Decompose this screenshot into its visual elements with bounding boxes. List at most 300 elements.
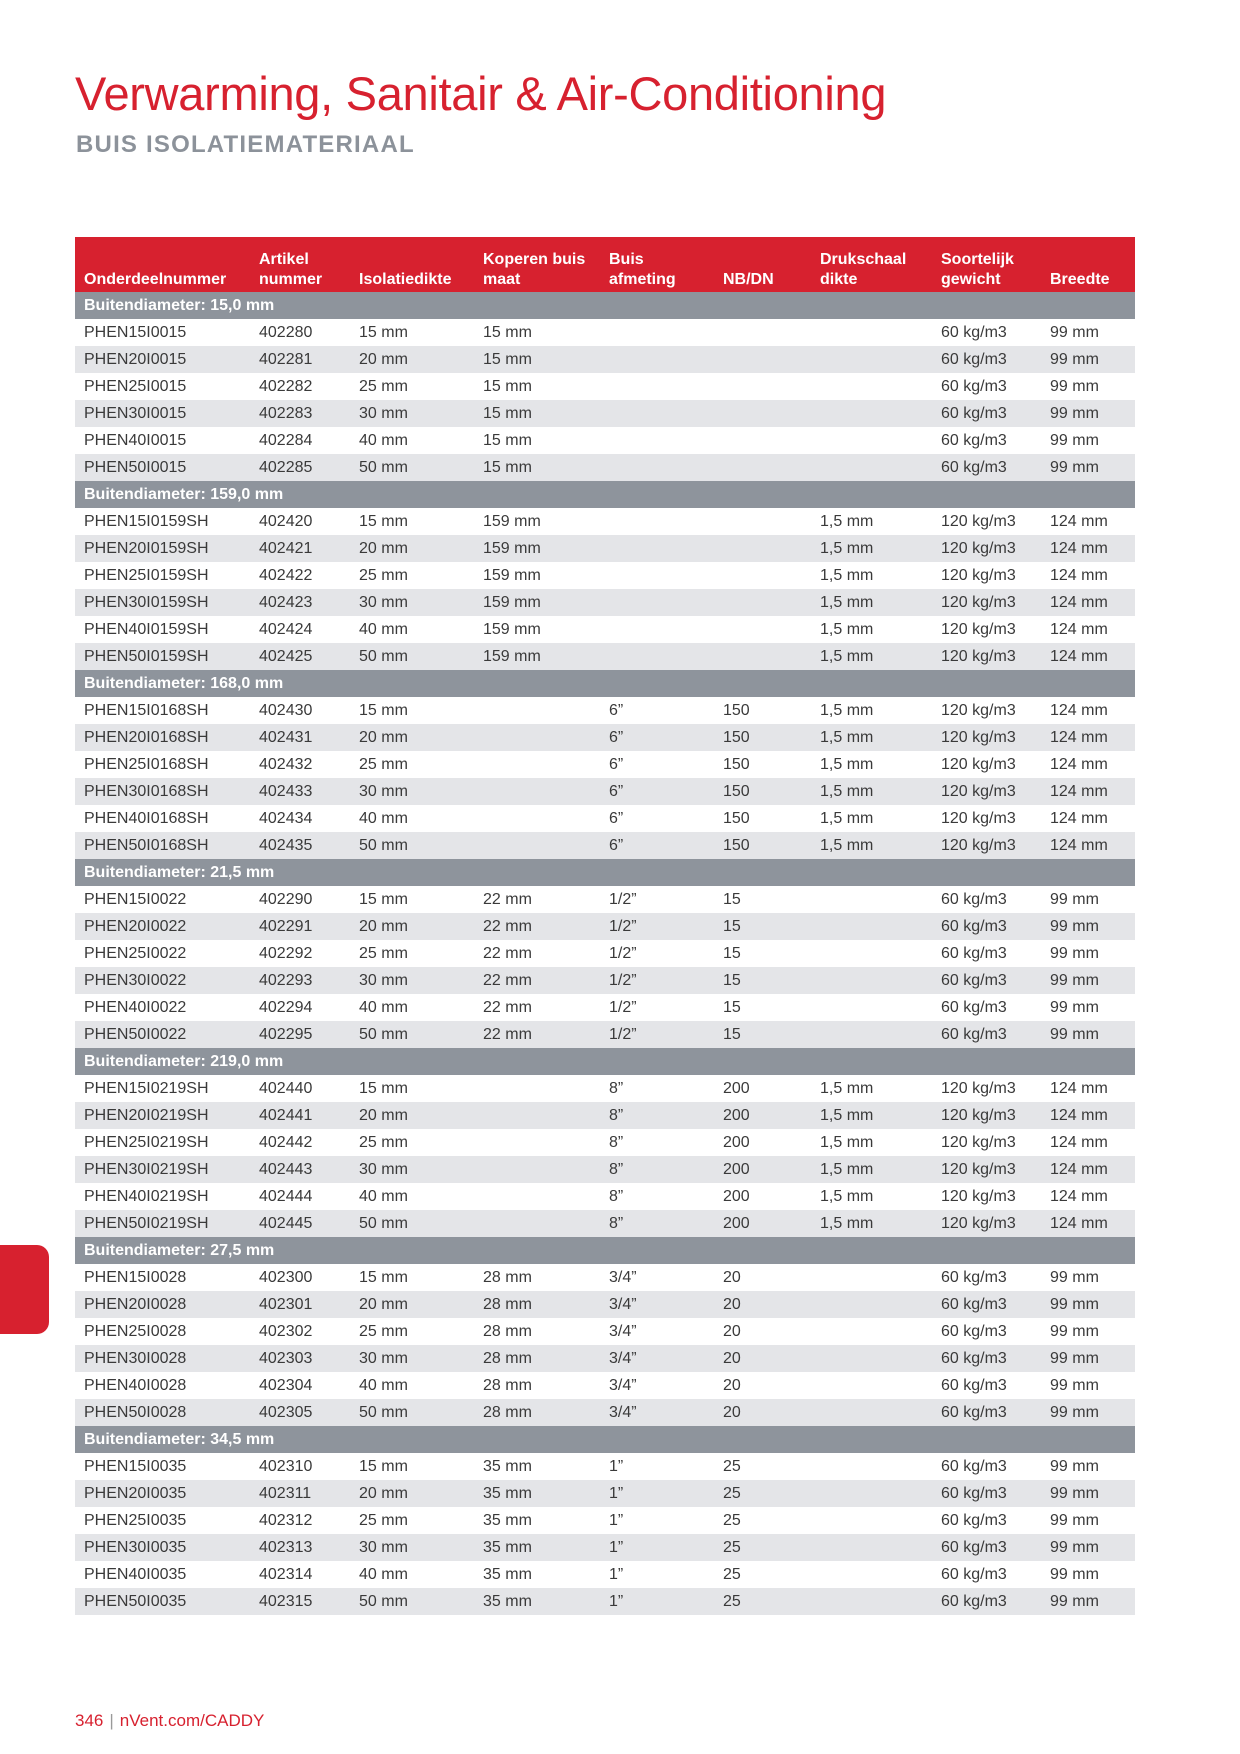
table-cell: 8” (600, 1210, 714, 1237)
table-cell (474, 697, 600, 724)
table-cell: PHEN50I0168SH (75, 832, 250, 859)
table-cell (600, 562, 714, 589)
table-cell: 120 kg/m3 (941, 702, 1016, 719)
table-cell: 22 mm (474, 967, 600, 994)
table-cell (811, 1021, 932, 1048)
table-cell (714, 508, 811, 535)
table-cell: 15 mm (359, 1080, 408, 1097)
table-cell: 402301 (250, 1291, 350, 1318)
table-cell: 124 mm (1050, 513, 1108, 530)
table-cell: 124 mm (1050, 756, 1108, 773)
table-cell: PHEN50I0219SH (75, 1210, 250, 1237)
table-cell (811, 940, 932, 967)
table-cell: 120 kg/m3 (941, 513, 1016, 530)
table-cell: 15 (714, 967, 811, 994)
column-header-line1: Soortelijk (941, 251, 1014, 268)
table-cell: 50 mm (350, 832, 474, 859)
table-cell: 99 mm (1041, 400, 1135, 427)
table-cell: 50 mm (350, 1588, 474, 1615)
table-cell: 120 kg/m3 (932, 1156, 1041, 1183)
table-cell: 1,5 mm (820, 1134, 874, 1151)
table-row (75, 1345, 1135, 1372)
table-cell: 124 mm (1041, 643, 1135, 670)
table-row (75, 1210, 1135, 1237)
table-cell: 120 kg/m3 (932, 535, 1041, 562)
table-cell (811, 427, 932, 454)
table-cell: 99 mm (1050, 1458, 1099, 1475)
table-cell (474, 1075, 600, 1102)
table-cell: 150 (714, 832, 811, 859)
table-cell: PHEN15I0015 (84, 324, 187, 341)
column-header (811, 237, 932, 292)
table-cell: 25 (714, 1588, 811, 1615)
group-header-row (75, 670, 1135, 697)
table-cell: 20 mm (350, 913, 474, 940)
table-cell: PHEN30I0015 (75, 400, 250, 427)
column-header (350, 237, 474, 292)
table-cell: PHEN50I0015 (75, 454, 250, 481)
table-body (75, 292, 1135, 1615)
table-cell: 35 mm (474, 1534, 600, 1561)
table-cell: 402434 (259, 810, 313, 827)
table-cell: 159 mm (474, 589, 600, 616)
table-cell: 15 mm (359, 891, 408, 908)
table-cell: 20 mm (350, 535, 474, 562)
table-cell: 25 mm (359, 1512, 408, 1529)
table-cell: 99 mm (1050, 1566, 1099, 1583)
table-cell: 60 kg/m3 (932, 346, 1041, 373)
table-cell: 402431 (250, 724, 350, 751)
table-cell (811, 1588, 932, 1615)
table-cell: 25 mm (359, 1323, 408, 1340)
table-row (75, 373, 1135, 400)
table-row (75, 1561, 1135, 1588)
table-cell: 200 (723, 1134, 750, 1151)
table-cell: 402422 (259, 567, 313, 584)
table-cell: 402303 (250, 1345, 350, 1372)
table-cell: 1” (600, 1534, 714, 1561)
table-cell: 1/2” (600, 967, 714, 994)
column-header (474, 237, 600, 292)
table-row (75, 751, 1135, 778)
table-cell: 30 mm (350, 589, 474, 616)
table-cell: 25 mm (359, 945, 408, 962)
table-cell: PHEN20I0022 (75, 913, 250, 940)
table-cell: 35 mm (474, 1588, 600, 1615)
table-cell: 20 (723, 1377, 741, 1394)
table-cell: PHEN25I0028 (84, 1323, 187, 1340)
column-header-line1: Drukschaal (820, 251, 907, 268)
table-cell: 15 mm (359, 1269, 408, 1286)
table-cell (600, 427, 714, 454)
table-cell: 30 mm (350, 1345, 474, 1372)
table-cell: PHEN40I0015 (84, 432, 187, 449)
table-cell: 402421 (250, 535, 350, 562)
table-cell: 1,5 mm (820, 513, 874, 530)
table-cell (714, 562, 811, 589)
table-row (75, 1399, 1135, 1426)
table-cell: 402425 (250, 643, 350, 670)
table-cell: 3/4” (609, 1377, 637, 1394)
table-cell: 124 mm (1041, 1156, 1135, 1183)
table-cell (714, 454, 811, 481)
table-cell: 15 mm (483, 378, 532, 395)
table-cell: 3/4” (609, 1269, 637, 1286)
table-cell: 60 kg/m3 (941, 891, 1007, 908)
table-cell: PHEN40I0035 (84, 1566, 187, 1583)
table-cell: 8” (609, 1080, 624, 1097)
table-cell: 99 mm (1050, 1269, 1099, 1286)
page-number: 346 (75, 1711, 104, 1730)
table-cell: 402440 (259, 1080, 313, 1097)
table-row (75, 1291, 1135, 1318)
table-cell: 60 kg/m3 (941, 1566, 1007, 1583)
table-cell: 22 mm (483, 999, 532, 1016)
table-cell: 28 mm (474, 1399, 600, 1426)
table-cell: 120 kg/m3 (941, 621, 1016, 638)
table-cell: 22 mm (474, 1021, 600, 1048)
table-cell: PHEN15I0022 (84, 891, 187, 908)
table-cell: 99 mm (1041, 1480, 1135, 1507)
table-cell (600, 400, 714, 427)
table-cell (714, 373, 811, 400)
table-cell: 159 mm (474, 643, 600, 670)
table-cell: 1,5 mm (811, 778, 932, 805)
table-row (75, 886, 1135, 913)
table-cell: 40 mm (359, 621, 408, 638)
table-cell (474, 832, 600, 859)
table-cell (811, 913, 932, 940)
table-cell: 20 (714, 1291, 811, 1318)
table-cell: 6” (609, 702, 624, 719)
table-cell: PHEN20I0219SH (75, 1102, 250, 1129)
table-cell: 200 (723, 1080, 750, 1097)
page-title: Verwarming, Sanitair & Air-Conditioning (75, 67, 887, 120)
table-cell: 40 mm (359, 1566, 408, 1583)
table-cell (811, 1507, 932, 1534)
table-cell: 22 mm (474, 913, 600, 940)
column-header-line2: Isolatiedikte (359, 271, 452, 288)
table-cell: 402311 (250, 1480, 350, 1507)
table-cell (811, 1453, 932, 1480)
table-cell (714, 427, 811, 454)
table-cell: PHEN30I0159SH (75, 589, 250, 616)
column-header-line2: maat (483, 271, 521, 288)
table-cell: 3/4” (609, 1323, 637, 1340)
table-row (75, 535, 1135, 562)
table-cell: 1” (609, 1512, 624, 1529)
table-cell: 40 mm (359, 432, 408, 449)
column-header-line2: gewicht (941, 271, 1001, 288)
table-cell: 60 kg/m3 (941, 324, 1007, 341)
table-cell: 99 mm (1041, 1534, 1135, 1561)
table-cell: 402300 (259, 1269, 313, 1286)
table-cell: 1” (600, 1480, 714, 1507)
column-header-line1: Buis (609, 251, 644, 268)
table-cell: 402435 (250, 832, 350, 859)
table-cell: 6” (609, 810, 624, 827)
table-cell (474, 778, 600, 805)
table-cell: 1,5 mm (820, 810, 874, 827)
table-cell: 60 kg/m3 (941, 1512, 1007, 1529)
table-cell (474, 724, 600, 751)
table-cell: 1” (609, 1458, 624, 1475)
table-cell: PHEN20I0159SH (75, 535, 250, 562)
table-row (75, 805, 1135, 832)
table-cell: 402293 (250, 967, 350, 994)
table-row (75, 1129, 1135, 1156)
table-row (75, 1480, 1135, 1507)
table-row (75, 913, 1135, 940)
table-cell: 150 (723, 702, 750, 719)
table-cell: 124 mm (1050, 1188, 1108, 1205)
table-cell: 124 mm (1041, 1210, 1135, 1237)
table-cell (600, 616, 714, 643)
table-header-row (75, 237, 1135, 292)
table-cell: 1,5 mm (811, 1210, 932, 1237)
table-cell: 402313 (250, 1534, 350, 1561)
table-cell: 1,5 mm (811, 832, 932, 859)
table-cell: 124 mm (1050, 621, 1108, 638)
table-cell (474, 805, 600, 832)
table-cell: 8” (609, 1188, 624, 1205)
table-cell: 99 mm (1050, 378, 1099, 395)
table-cell: 35 mm (483, 1512, 532, 1529)
table-cell: 3/4” (600, 1345, 714, 1372)
table-row (75, 832, 1135, 859)
table-cell (600, 346, 714, 373)
table-cell: PHEN20I0035 (75, 1480, 250, 1507)
table-row (75, 1507, 1135, 1534)
table-cell: 20 (714, 1345, 811, 1372)
column-header-line2: nummer (259, 271, 323, 288)
table-cell (474, 1183, 600, 1210)
table-cell: PHEN40I0022 (84, 999, 187, 1016)
table-cell: 20 (723, 1269, 741, 1286)
table-cell: PHEN20I0028 (75, 1291, 250, 1318)
table-cell: 120 kg/m3 (932, 832, 1041, 859)
table-cell: PHEN25I0159SH (84, 567, 209, 584)
table-cell: 124 mm (1041, 1102, 1135, 1129)
table-cell (714, 319, 811, 346)
table-cell: 402291 (250, 913, 350, 940)
table-cell: 25 mm (359, 378, 408, 395)
table-cell: 124 mm (1050, 567, 1108, 584)
table-cell: 1,5 mm (820, 1080, 874, 1097)
table-cell (811, 1372, 932, 1399)
table-cell (714, 346, 811, 373)
table-cell: 99 mm (1041, 454, 1135, 481)
table-cell (600, 508, 714, 535)
table-cell: 15 mm (359, 702, 408, 719)
table-cell: PHEN15I0035 (84, 1458, 187, 1475)
table-cell: 40 mm (359, 1188, 408, 1205)
table-cell: 1,5 mm (811, 724, 932, 751)
table-cell: 6” (600, 778, 714, 805)
table-cell: 60 kg/m3 (932, 913, 1041, 940)
table-row (75, 1264, 1135, 1291)
table-cell: 99 mm (1041, 1021, 1135, 1048)
table-row (75, 697, 1135, 724)
table-cell (811, 967, 932, 994)
table-cell: 20 mm (350, 1102, 474, 1129)
table-row (75, 1156, 1135, 1183)
table-cell: 60 kg/m3 (932, 400, 1041, 427)
table-cell: 124 mm (1050, 702, 1108, 719)
column-header-line2: dikte (820, 271, 858, 288)
table-cell: 402423 (250, 589, 350, 616)
table-cell: 1,5 mm (811, 535, 932, 562)
table-cell: 402433 (250, 778, 350, 805)
table-cell: 99 mm (1041, 1291, 1135, 1318)
table-cell: 15 mm (474, 400, 600, 427)
table-cell: 25 mm (359, 567, 408, 584)
page-subtitle: BUIS ISOLATIEMATERIAAL (76, 131, 415, 158)
table-row (75, 319, 1135, 346)
table-cell (600, 643, 714, 670)
column-header (1041, 237, 1135, 292)
table-cell: 124 mm (1041, 778, 1135, 805)
table-cell: PHEN50I0035 (75, 1588, 250, 1615)
table-cell (811, 994, 932, 1021)
table-cell: PHEN30I0168SH (75, 778, 250, 805)
table-row (75, 1021, 1135, 1048)
table-cell (811, 1480, 932, 1507)
table-cell (811, 1534, 932, 1561)
table-cell: 402285 (250, 454, 350, 481)
table-cell: 402304 (259, 1377, 313, 1394)
table-cell: PHEN15I0159SH (84, 513, 209, 530)
table-cell (474, 1156, 600, 1183)
table-cell: 1,5 mm (820, 756, 874, 773)
table-cell: 60 kg/m3 (932, 1345, 1041, 1372)
table-cell: 159 mm (483, 621, 541, 638)
table-cell: 150 (714, 724, 811, 751)
table-cell (714, 616, 811, 643)
table-cell: 8” (609, 1134, 624, 1151)
table-cell: 124 mm (1050, 1134, 1108, 1151)
column-header-line2: Onderdeelnummer (84, 271, 227, 288)
table-cell: 120 kg/m3 (932, 589, 1041, 616)
table-row (75, 1453, 1135, 1480)
group-title: Buitendiameter: 168,0 mm (75, 670, 1135, 697)
table-cell: 120 kg/m3 (941, 810, 1016, 827)
table-cell: PHEN25I0168SH (84, 756, 209, 773)
table-cell: 402294 (259, 999, 313, 1016)
table-row (75, 643, 1135, 670)
table-cell: 1,5 mm (811, 1156, 932, 1183)
table-row (75, 400, 1135, 427)
table-cell: 120 kg/m3 (941, 567, 1016, 584)
table-cell: 1,5 mm (820, 1188, 874, 1205)
table-cell: 60 kg/m3 (941, 378, 1007, 395)
table-cell (600, 454, 714, 481)
group-header-row (75, 1237, 1135, 1264)
table-cell: 402445 (250, 1210, 350, 1237)
table-cell: 402441 (250, 1102, 350, 1129)
table-cell (811, 454, 932, 481)
table-cell: 402305 (250, 1399, 350, 1426)
section-tab-marker (0, 1245, 49, 1334)
table-cell: 120 kg/m3 (932, 643, 1041, 670)
table-cell (811, 1318, 932, 1345)
table-header (75, 237, 1135, 292)
table-cell: PHEN25I0219SH (84, 1134, 209, 1151)
table-cell: PHEN25I0035 (84, 1512, 187, 1529)
table-cell: 99 mm (1041, 1399, 1135, 1426)
table-cell: 25 (714, 1480, 811, 1507)
table-cell: 20 (723, 1323, 741, 1340)
column-header (250, 237, 350, 292)
table-cell: 35 mm (483, 1566, 532, 1583)
table-row (75, 427, 1135, 454)
table-cell: 40 mm (359, 1377, 408, 1394)
table-cell (811, 1399, 932, 1426)
column-header-line1: Koperen buis (483, 251, 586, 268)
table-cell: 200 (723, 1188, 750, 1205)
table-cell: 15 mm (359, 513, 408, 530)
table-cell (474, 1210, 600, 1237)
table-cell: 8” (600, 1102, 714, 1129)
table-cell: 150 (723, 810, 750, 827)
table-cell: 30 mm (350, 778, 474, 805)
table-cell: 60 kg/m3 (932, 1588, 1041, 1615)
table-cell: PHEN50I0028 (75, 1399, 250, 1426)
group-title: Buitendiameter: 15,0 mm (75, 292, 1135, 319)
table-cell (714, 643, 811, 670)
footer-separator: | (109, 1711, 114, 1730)
table-cell: 60 kg/m3 (941, 432, 1007, 449)
table-cell: PHEN15I0219SH (84, 1080, 209, 1097)
table-row (75, 562, 1135, 589)
footer-link[interactable]: nVent.com/CADDY (119, 1711, 265, 1730)
table-cell: 15 (723, 891, 741, 908)
table-cell: 402314 (259, 1566, 313, 1583)
table-cell (811, 1291, 932, 1318)
table-cell: 60 kg/m3 (941, 999, 1007, 1016)
table-cell: 25 (723, 1566, 741, 1583)
table-cell: 1” (600, 1588, 714, 1615)
table-cell: 402442 (259, 1134, 313, 1151)
table-cell: 99 mm (1041, 967, 1135, 994)
column-header (600, 237, 714, 292)
table-cell: PHEN30I0219SH (75, 1156, 250, 1183)
table-cell: 30 mm (350, 967, 474, 994)
table-cell: 120 kg/m3 (941, 1080, 1016, 1097)
table-cell: 15 mm (474, 346, 600, 373)
column-header (75, 237, 250, 292)
table-cell: 402280 (259, 324, 313, 341)
table-cell: 28 mm (483, 1323, 532, 1340)
table-cell: 159 mm (483, 513, 541, 530)
table-cell: 60 kg/m3 (932, 1399, 1041, 1426)
table-cell: 99 mm (1041, 1588, 1135, 1615)
table-row (75, 1318, 1135, 1345)
column-header-line2: NB/DN (723, 271, 774, 288)
table-cell: 1/2” (600, 1021, 714, 1048)
table-cell: 50 mm (350, 454, 474, 481)
table-cell: 15 (723, 945, 741, 962)
table-cell: 402282 (259, 378, 313, 395)
page-footer (75, 1711, 264, 1731)
table-cell: 402420 (259, 513, 313, 530)
table-cell: 402424 (259, 621, 313, 638)
table-cell: 150 (723, 756, 750, 773)
table-cell: 15 (714, 1021, 811, 1048)
table-cell: PHEN50I0159SH (75, 643, 250, 670)
table-cell: 3/4” (600, 1291, 714, 1318)
table-cell: 15 (714, 913, 811, 940)
